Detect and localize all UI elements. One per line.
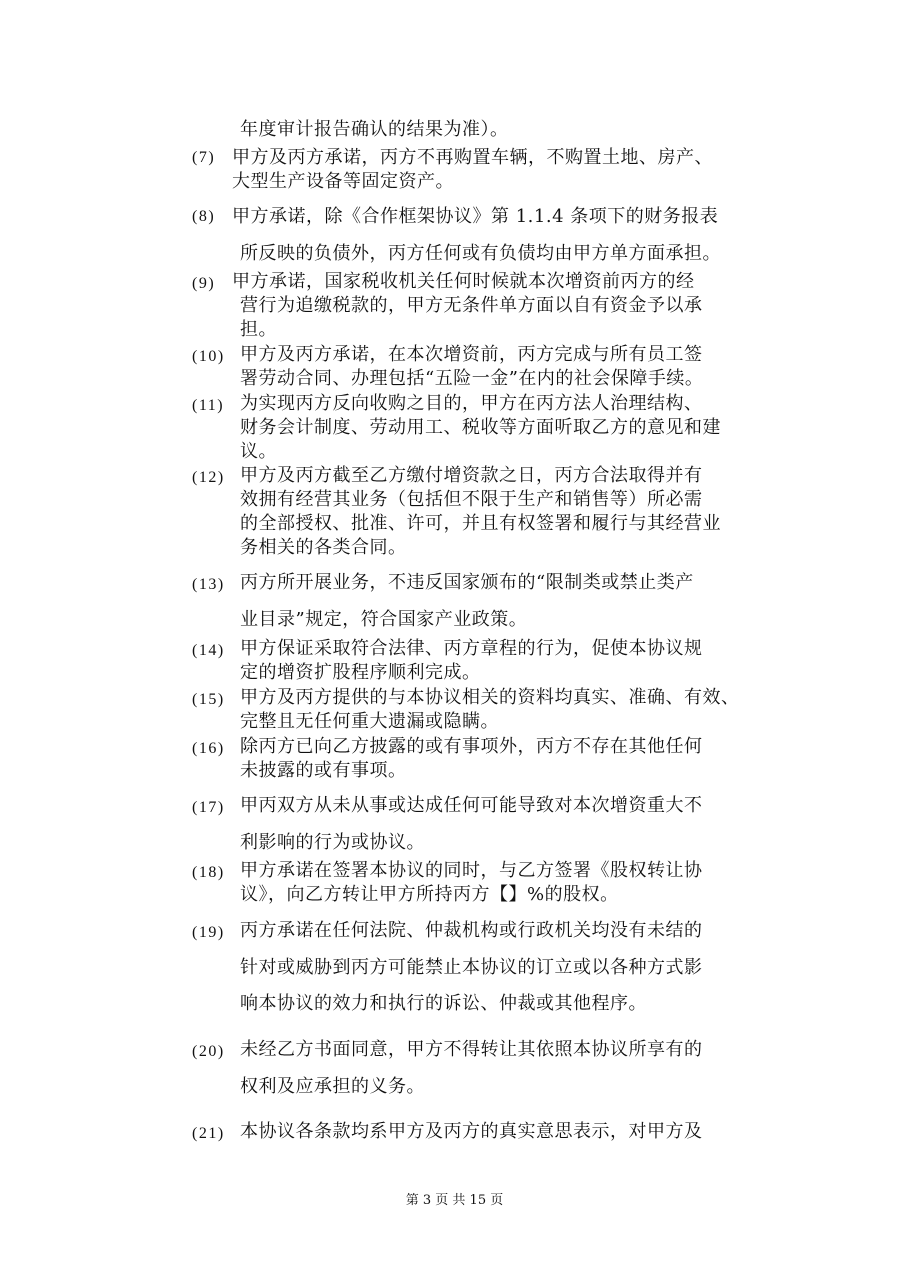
clause-number-17: (17)	[192, 799, 225, 816]
paragraph-line: 本协议各条款均系甲方及丙方的真实意思表示，对甲方及	[240, 1121, 703, 1142]
paragraph-line: 甲方承诺，除《合作框架协议》第 1.1.4 条项下的财务报表	[232, 206, 719, 227]
paragraph-line: 营行为追缴税款的，甲方无条件单方面以自有资金予以承	[240, 295, 703, 316]
clause-number-14: (14)	[192, 642, 225, 659]
clause-number-18: (18)	[192, 864, 225, 881]
paragraph-line: 完整且无任何重大遗漏或隐瞒。	[240, 711, 499, 732]
clause-number-11: (11)	[192, 397, 225, 414]
clause-number-7: (7)	[192, 149, 216, 166]
clause-number-21: (21)	[192, 1125, 225, 1142]
paragraph-line: 权利及应承担的义务。	[240, 1076, 425, 1097]
page-footer: 第 3 页 共 15 页	[405, 1193, 504, 1208]
paragraph-line: 未经乙方书面同意，甲方不得转让其依照本协议所享有的	[240, 1039, 703, 1060]
paragraph-line: 议。	[240, 441, 277, 462]
paragraph-line: 针对或威胁到丙方可能禁止本协议的订立或以各种方式影	[240, 957, 703, 978]
paragraph-line: 除丙方已向乙方披露的或有事项外，丙方不存在其他任何	[240, 736, 703, 757]
paragraph-line: 所反映的负债外，丙方任何或有负债均由甲方单方面承担。	[240, 243, 721, 264]
paragraph-line: 大型生产设备等固定资产。	[232, 171, 454, 192]
paragraph-line: 财务会计制度、劳动用工、税收等方面听取乙方的意见和建	[240, 417, 721, 438]
paragraph-line: 甲方保证采取符合法律、丙方章程的行为，促使本协议规	[240, 638, 703, 659]
paragraph-line: 定的增资扩股程序顺利完成。	[240, 662, 481, 683]
paragraph-line: 甲方及丙方截至乙方缴付增资款之日，丙方合法取得并有	[240, 465, 703, 486]
clause-number-16: (16)	[192, 740, 225, 757]
paragraph-line: 务相关的各类合同。	[240, 537, 407, 558]
paragraph-line: 利影响的行为或协议。	[240, 832, 425, 853]
paragraph-line: 议》，向乙方转让甲方所持丙方【】%的股权。	[240, 884, 619, 905]
clause-number-10: (10)	[192, 348, 225, 365]
paragraph-line: 年度审计报告确认的结果为准）。	[240, 119, 509, 140]
paragraph-line: 的全部授权、批准、许可，并且有权签署和履行与其经营业	[240, 513, 721, 534]
paragraph-line: 为实现丙方反向收购之目的，甲方在丙方法人治理结构、	[240, 393, 703, 414]
paragraph-line: 效拥有经营其业务（包括但不限于生产和销售等）所必需	[240, 489, 703, 510]
clause-number-12: (12)	[192, 469, 225, 486]
paragraph-line: 丙方所开展业务，不违反国家颁布的“限制类或禁止类产	[240, 572, 694, 593]
paragraph-line: 未披露的或有事项。	[240, 760, 407, 781]
paragraph-line: 甲方及丙方承诺，丙方不再购置车辆，不购置土地、房产、	[232, 147, 713, 168]
paragraph-line: 业目录”规定，符合国家产业政策。	[240, 609, 528, 630]
clause-number-8: (8)	[192, 208, 216, 225]
paragraph-line: 响本协议的效力和执行的诉讼、仲裁或其他程序。	[240, 993, 647, 1014]
paragraph-line: 丙方承诺在任何法院、仲裁机构或行政机关均没有未结的	[240, 920, 703, 941]
clause-number-13: (13)	[192, 576, 225, 593]
paragraph-line: 甲方承诺在签署本协议的同时，与乙方签署《股权转让协	[240, 860, 703, 881]
paragraph-line: 甲方及丙方提供的与本协议相关的资料均真实、准确、有效、	[240, 687, 740, 708]
clause-number-9: (9)	[192, 275, 216, 292]
paragraph-line: 署劳动合同、办理包括“五险一金”在内的社会保障手续。	[240, 368, 704, 389]
paragraph-line: 担。	[240, 319, 277, 340]
paragraph-line: 甲方及丙方承诺，在本次增资前，丙方完成与所有员工签	[240, 344, 703, 365]
paragraph-line: 甲方承诺，国家税收机关任何时候就本次增资前丙方的经	[232, 271, 695, 292]
clause-number-15: (15)	[192, 691, 225, 708]
clause-number-20: (20)	[192, 1043, 225, 1060]
clause-number-19: (19)	[192, 924, 225, 941]
paragraph-line: 甲丙双方从未从事或达成任何可能导致对本次增资重大不	[240, 795, 703, 816]
